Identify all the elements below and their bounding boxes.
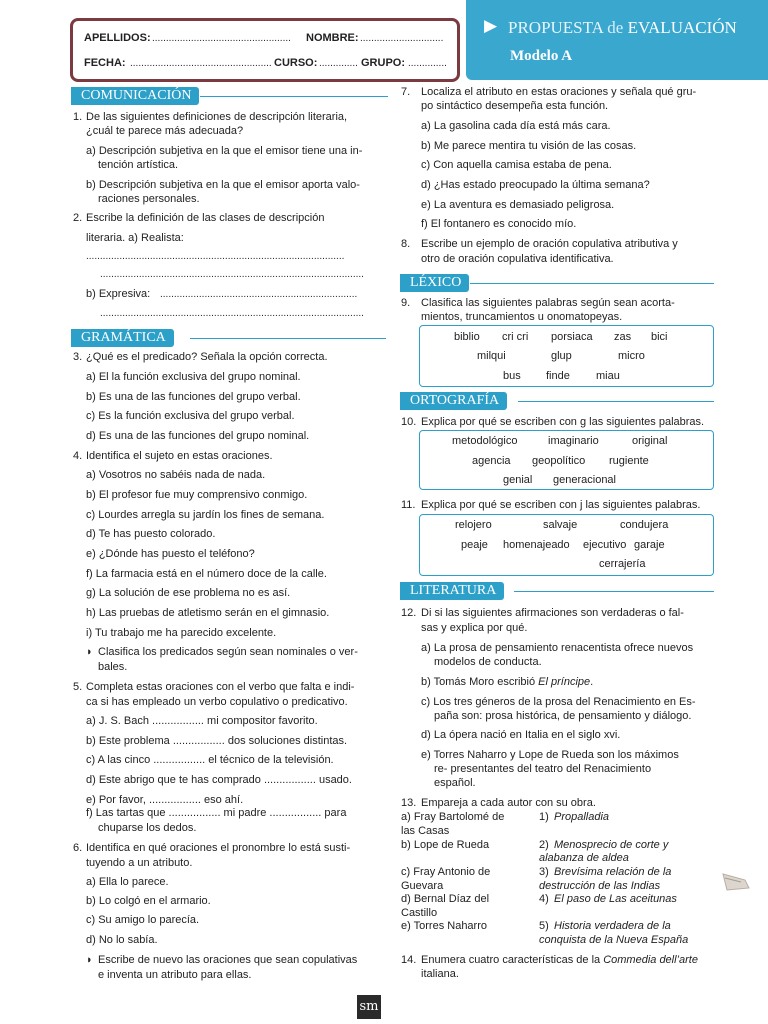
- q2-answer-line[interactable]: .......................................................................: [160, 289, 358, 300]
- work-3b: destrucción de las Indias: [539, 880, 661, 892]
- work-3-number: 3): [539, 866, 549, 878]
- author-a2: las Casas: [401, 825, 450, 837]
- word-chip: metodológico: [452, 435, 518, 447]
- q4-extra-line1: Clasifica los predicados según sean nominales o ver-: [98, 646, 358, 658]
- q7-line2: po sintáctico desempeña esta función.: [421, 100, 609, 112]
- q7-item-f: f) El fontanero es conocido mío.: [421, 218, 577, 230]
- q7-item-e: e) La aventura es demasiado peligrosa.: [421, 199, 615, 211]
- q5-item-d[interactable]: d) Este abrigo que te has comprado ................. usado.: [86, 774, 352, 786]
- q6-item-a: a) Ella lo parece.: [86, 876, 169, 888]
- q4-item-d: d) Te has puesto colorado.: [86, 528, 216, 540]
- q12-item-e2: re- presentantes del teatro del Renacimiento: [434, 763, 652, 775]
- word-chip: generacional: [553, 474, 616, 486]
- banner-arrow-icon: ▶: [484, 16, 498, 36]
- author-c1: c) Fray Antonio de: [401, 866, 491, 878]
- q6-line1: Identifica en qué oraciones el pronombre lo está susti-: [86, 842, 351, 854]
- word-chip: geopolítico: [532, 455, 586, 467]
- author-a1: a) Fray Bartolomé de: [401, 811, 505, 823]
- q5-item-f1[interactable]: f) Las tartas que ................. mi padre ................. para: [86, 807, 347, 819]
- word-chip: micro: [618, 350, 645, 362]
- fecha-field[interactable]: ...................................................: [130, 58, 272, 69]
- work-2b: alabanza de aldea: [539, 852, 629, 864]
- q13-text: Empareja a cada autor con su obra.: [421, 797, 596, 809]
- word-chip: cerrajería: [599, 558, 646, 570]
- work-4: El paso de Las aceitunas: [554, 893, 677, 905]
- q1-line1: De las siguientes definiciones de descripción literaria,: [86, 111, 348, 123]
- curso-field[interactable]: ..............: [319, 58, 358, 69]
- q4-item-e: e) ¿Dónde has puesto el teléfono?: [86, 548, 255, 560]
- word-chip: genial: [503, 474, 533, 486]
- q12-item-e3: español.: [434, 777, 476, 789]
- q14-line1-title: Commedia dell’arte: [603, 954, 698, 966]
- author-b: b) Lope de Rueda: [401, 839, 490, 851]
- q4-item-c: c) Lourdes arregla su jardín los fines de semana.: [86, 509, 325, 521]
- word-chip: garaje: [634, 539, 665, 551]
- q1-option-a2: tención artística.: [98, 159, 179, 171]
- q6-item-b: b) Lo colgó en el armario.: [86, 895, 211, 907]
- section-comunicacion: COMUNICACIÓN: [71, 87, 199, 105]
- q5-line1: Completa estas oraciones con el verbo que falta e indi-: [86, 681, 355, 693]
- apellidos-field[interactable]: ..................................................: [152, 33, 291, 44]
- q4-item-h: h) Las pruebas de atletismo serán en el gimnasio.: [86, 607, 330, 619]
- q1-option-b2: raciones personales.: [98, 193, 200, 205]
- q12-item-b-text: b) Tomás Moro escribió: [421, 676, 539, 688]
- author-d1: d) Bernal Díaz del: [401, 893, 490, 905]
- q2-line2: literaria. a) Realista:: [86, 232, 184, 244]
- section-rule: [514, 591, 714, 592]
- q3-number: 3.: [73, 351, 83, 363]
- word-chip: homenajeado: [503, 539, 570, 551]
- q6-line2: tuyendo a un atributo.: [86, 857, 193, 869]
- q12-item-b-title: El príncipe: [538, 676, 591, 688]
- author-d2: Castillo: [401, 907, 438, 919]
- bullet-icon: ◗: [86, 954, 93, 966]
- work-2-number: 2): [539, 839, 549, 851]
- section-rule: [470, 283, 714, 284]
- section-literatura: LITERATURA: [400, 582, 504, 600]
- banner-word-propuesta: PROPUESTA: [508, 18, 604, 37]
- q6-extra-line1: Escribe de nuevo las oraciones que sean copulativas: [98, 954, 358, 966]
- curso-label: CURSO:: [274, 57, 318, 69]
- work-1-number: 1): [539, 811, 549, 823]
- q11-number: 11.: [401, 499, 416, 511]
- q3-option-c[interactable]: c) Es la función exclusiva del grupo verbal.: [86, 410, 295, 422]
- q1-option-a1: a) Descripción subjetiva en la que el emisor tiene una in-: [86, 145, 363, 157]
- word-chip: finde: [546, 370, 570, 382]
- q7-item-c: c) Con aquella camisa estaba de pena.: [421, 159, 612, 171]
- q2-number: 2.: [73, 212, 83, 224]
- q4-number: 4.: [73, 450, 83, 462]
- q6-number: 6.: [73, 842, 83, 854]
- banner-model: Modelo A: [510, 48, 573, 64]
- q2-option-b: b) Expresiva:: [86, 288, 151, 300]
- evaluation-banner: [466, 0, 768, 80]
- q1-option-b1: b) Descripción subjetiva en la que el emisor aporta valo-: [86, 179, 360, 191]
- q12-item-b-end: .: [590, 676, 594, 688]
- q7-line1: Localiza el atributo en estas oraciones y señala qué gru-: [421, 86, 697, 98]
- section-gramatica: GRAMÁTICA: [71, 329, 174, 347]
- word-chip: biblio: [454, 331, 480, 343]
- q12-line2: sas y explica por qué.: [421, 622, 528, 634]
- q4-item-g: g) La solución de ese problema no es así.: [86, 587, 291, 599]
- q12-item-d: d) La ópera nació en Italia en el siglo xvi.: [421, 729, 621, 741]
- nombre-field[interactable]: ..............................: [360, 33, 444, 44]
- q12-item-a2: modelos de conducta.: [434, 656, 542, 668]
- q6-item-c: c) Su amigo lo parecía.: [86, 914, 200, 926]
- section-lexico: LÉXICO: [400, 274, 469, 292]
- section-rule: [200, 96, 388, 97]
- work-2a: Menosprecio de corte y: [554, 839, 669, 851]
- word-chip: salvaje: [543, 519, 578, 531]
- q4-item-i: i) Tu trabajo me ha parecido excelente.: [86, 627, 277, 639]
- section-ortografia: ORTOGRAFÍA: [400, 392, 507, 410]
- q1-number: 1.: [73, 111, 83, 123]
- q2-answer-line[interactable]: .............................................................................................: [86, 251, 345, 262]
- q3-option-b[interactable]: b) Es una de las funciones del grupo verbal.: [86, 391, 301, 403]
- q1-line2: ¿cuál te parece más adecuada?: [86, 125, 244, 137]
- work-3a: Brevísima relación de la: [554, 866, 672, 878]
- word-chip: milqui: [477, 350, 506, 362]
- q3-option-d[interactable]: d) Es una de las funciones del grupo nominal.: [86, 430, 310, 442]
- word-chip: bus: [503, 370, 521, 382]
- banner-title: [508, 18, 737, 38]
- q7-item-d: d) ¿Has estado preocupado la última semana?: [421, 179, 650, 191]
- q12-line1: Di si las siguientes afirmaciones son verdaderas o fal-: [421, 607, 684, 619]
- q7-item-a: a) La gasolina cada día está más cara.: [421, 120, 611, 132]
- q12-item-a1: a) La prosa de pensamiento renacentista ofrece nuevos: [421, 642, 694, 654]
- q7-item-b: b) Me parece mentira tu visión de las cosas.: [421, 140, 637, 152]
- q11-text: Explica por qué se escriben con j las siguientes palabras.: [421, 499, 701, 511]
- q5-item-e[interactable]: e) Por favor, ................. eso ahí.: [86, 794, 244, 806]
- work-4-number: 4): [539, 893, 549, 905]
- q9-number: 9.: [401, 297, 411, 309]
- q10-number: 10.: [401, 416, 417, 428]
- q12-item-c2: paña son: prosa histórica, de pensamiento y diálogo.: [434, 710, 692, 722]
- q4-item-b: b) El profesor fue muy comprensivo conmigo.: [86, 489, 308, 501]
- q3-text: ¿Qué es el predicado? Señala la opción correcta.: [86, 351, 328, 363]
- word-chip: bici: [651, 331, 668, 343]
- q7-number: 7.: [401, 86, 411, 98]
- apellidos-label: APELLIDOS:: [84, 32, 151, 44]
- bullet-icon: ◗: [86, 646, 93, 658]
- word-chip: cri cri: [502, 331, 529, 343]
- section-rule: [518, 401, 714, 402]
- q5-item-f2: chuparse los dedos.: [98, 822, 197, 834]
- q14-line1-text: Enumera cuatro características de la: [421, 954, 604, 966]
- nombre-label: NOMBRE:: [306, 32, 359, 44]
- word-chip: original: [632, 435, 668, 447]
- section-rule: [190, 338, 386, 339]
- banner-word-de: de: [607, 18, 624, 37]
- q5-item-b[interactable]: b) Este problema ................. dos soluciones distintas.: [86, 735, 348, 747]
- student-info-frame: [70, 18, 460, 82]
- word-chip: peaje: [461, 539, 488, 551]
- fecha-label: FECHA:: [84, 57, 126, 69]
- q12-item-b: [421, 676, 593, 689]
- q4-extra-line2: bales.: [98, 661, 128, 673]
- grupo-label: GRUPO:: [361, 57, 405, 69]
- hand-pencil-icon: [719, 870, 753, 894]
- q14-line1: [421, 954, 698, 967]
- q2-answer-line[interactable]: ...............................................................................................: [100, 308, 364, 319]
- word-chip: zas: [614, 331, 632, 343]
- q12-item-e1: e) Torres Naharro y Lope de Rueda son los máximos: [421, 749, 679, 761]
- word-chip: rugiente: [609, 455, 649, 467]
- word-chip: ejecutivo: [583, 539, 627, 551]
- word-chip: porsiaca: [551, 331, 593, 343]
- work-5a: Historia verdadera de la: [554, 920, 671, 932]
- q6-item-d: d) No lo sabía.: [86, 934, 158, 946]
- q5-item-c[interactable]: c) A las cinco ................. el técnico de la televisión.: [86, 754, 334, 766]
- q4-item-f: f) La farmacia está en el número doce de la calle.: [86, 568, 327, 580]
- q8-line1: Escribe un ejemplo de oración copulativa atributiva y: [421, 238, 678, 250]
- word-chip: agencia: [472, 455, 511, 467]
- q13-number: 13.: [401, 797, 417, 809]
- q4-item-a: a) Vosotros no sabéis nada de nada.: [86, 469, 266, 481]
- word-chip: relojero: [455, 519, 492, 531]
- q14-line2: italiana.: [421, 968, 459, 980]
- author-c2: Guevara: [401, 880, 444, 892]
- q3-option-a[interactable]: a) El la función exclusiva del grupo nominal.: [86, 371, 301, 383]
- work-5b: conquista de la Nueva España: [539, 934, 689, 946]
- q5-number: 5.: [73, 681, 83, 693]
- q2-answer-line[interactable]: ...............................................................................................: [100, 269, 364, 280]
- q9-line2: mientos, truncamientos u onomatopeyas.: [421, 311, 623, 323]
- q5-line2: ca si has empleado un verbo copulativo o predicativo.: [86, 696, 348, 708]
- q8-line2: otro de oración copulativa identificativa.: [421, 253, 614, 265]
- word-chip: condujera: [620, 519, 669, 531]
- q14-number: 14.: [401, 954, 417, 966]
- q12-number: 12.: [401, 607, 417, 619]
- work-1: Propalladia: [554, 811, 610, 823]
- word-chip: miau: [596, 370, 620, 382]
- q9-line1: Clasifica las siguientes palabras según sean acorta-: [421, 297, 675, 309]
- word-chip: imaginario: [548, 435, 599, 447]
- banner-word-evaluacion: EVALUACIÓN: [627, 18, 737, 37]
- word-chip: glup: [551, 350, 572, 362]
- q8-number: 8.: [401, 238, 411, 250]
- q5-item-a[interactable]: a) J. S. Bach ................. mi compositor favorito.: [86, 715, 318, 727]
- q6-extra-line2: e inventa un atributo para ellas.: [98, 969, 252, 981]
- q12-item-c1: c) Los tres géneros de la prosa del Renacimiento en Es-: [421, 696, 696, 708]
- q10-text: Explica por qué se escriben con g las siguientes palabras.: [421, 416, 705, 428]
- work-5-number: 5): [539, 920, 549, 932]
- author-e: e) Torres Naharro: [401, 920, 487, 932]
- q2-line1: Escribe la definición de las clases de descripción: [86, 212, 325, 224]
- q4-text: Identifica el sujeto en estas oraciones.: [86, 450, 273, 462]
- publisher-logo: sm: [357, 995, 381, 1019]
- grupo-field[interactable]: ..............: [408, 58, 447, 69]
